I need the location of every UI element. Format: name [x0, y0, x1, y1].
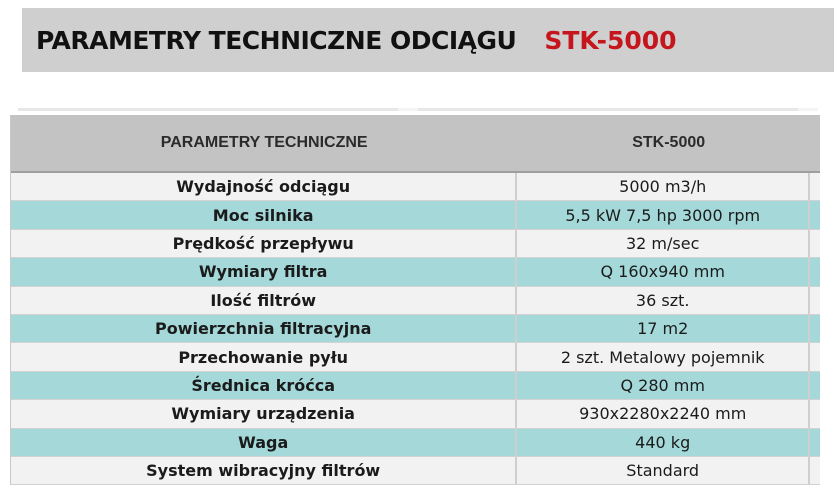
table-row [11, 201, 820, 229]
page-title: PARAMETRY TECHNICZNE ODCIĄGU [36, 25, 517, 55]
param-value-cell: 930x2280x2240 mm [517, 400, 810, 427]
param-value-cell: Q 160x940 mm [517, 258, 810, 285]
param-value-cell: 2 szt. Metalowy pojemnik [517, 343, 810, 370]
sheet-edge-divider [18, 108, 818, 111]
row-edge-cell [810, 230, 820, 257]
row-edge-cell [810, 258, 820, 285]
param-name-cell: Waga [11, 429, 517, 456]
param-value-cell: Q 280 mm [517, 372, 810, 399]
row-edge-cell [810, 315, 820, 342]
spec-table [10, 115, 820, 485]
table-row [11, 372, 820, 400]
param-value-cell: Standard [517, 457, 810, 484]
table-row [11, 258, 820, 286]
param-value-cell: 32 m/sec [517, 230, 810, 257]
header-model: STK-5000 [632, 134, 706, 151]
param-name-cell: Ilość filtrów [11, 287, 517, 314]
row-edge-cell [810, 343, 820, 370]
param-value-cell: 5,5 kW 7,5 hp 3000 rpm [517, 201, 810, 228]
row-edge-cell [810, 173, 820, 200]
param-value-cell: 5000 m3/h [517, 173, 810, 200]
row-edge-cell [810, 287, 820, 314]
row-edge-cell [810, 201, 820, 228]
title-banner [22, 8, 834, 72]
header-parameter: PARAMETRY TECHNICZNE [160, 134, 368, 151]
table-row [11, 343, 820, 371]
param-name-cell: Przechowanie pyłu [11, 343, 517, 370]
param-name-cell: Moc silnika [11, 201, 517, 228]
table-row [11, 287, 820, 315]
param-name-cell: Wymiary urządzenia [11, 400, 517, 427]
param-name-cell: Średnica króćca [11, 372, 517, 399]
table-header [11, 115, 820, 173]
param-value-cell: 36 szt. [517, 287, 810, 314]
row-edge-cell [810, 457, 820, 484]
table-row [11, 230, 820, 258]
param-value-cell: 17 m2 [517, 315, 810, 342]
param-value-cell: 440 kg [517, 429, 810, 456]
row-edge-cell [810, 400, 820, 427]
param-name-cell: Wymiary filtra [11, 258, 517, 285]
param-name-cell: System wibracyjny filtrów [11, 457, 517, 484]
table-row [11, 315, 820, 343]
table-row [11, 457, 820, 485]
table-row [11, 429, 820, 457]
row-edge-cell [810, 429, 820, 456]
param-name-cell: Prędkość przepływu [11, 230, 517, 257]
table-row [11, 173, 820, 201]
table-row [11, 400, 820, 428]
param-name-cell: Wydajność odciągu [11, 173, 517, 200]
model-name: STK-5000 [544, 25, 677, 55]
table-body [11, 173, 820, 485]
row-edge-cell [810, 372, 820, 399]
param-name-cell: Powierzchnia filtracyjna [11, 315, 517, 342]
